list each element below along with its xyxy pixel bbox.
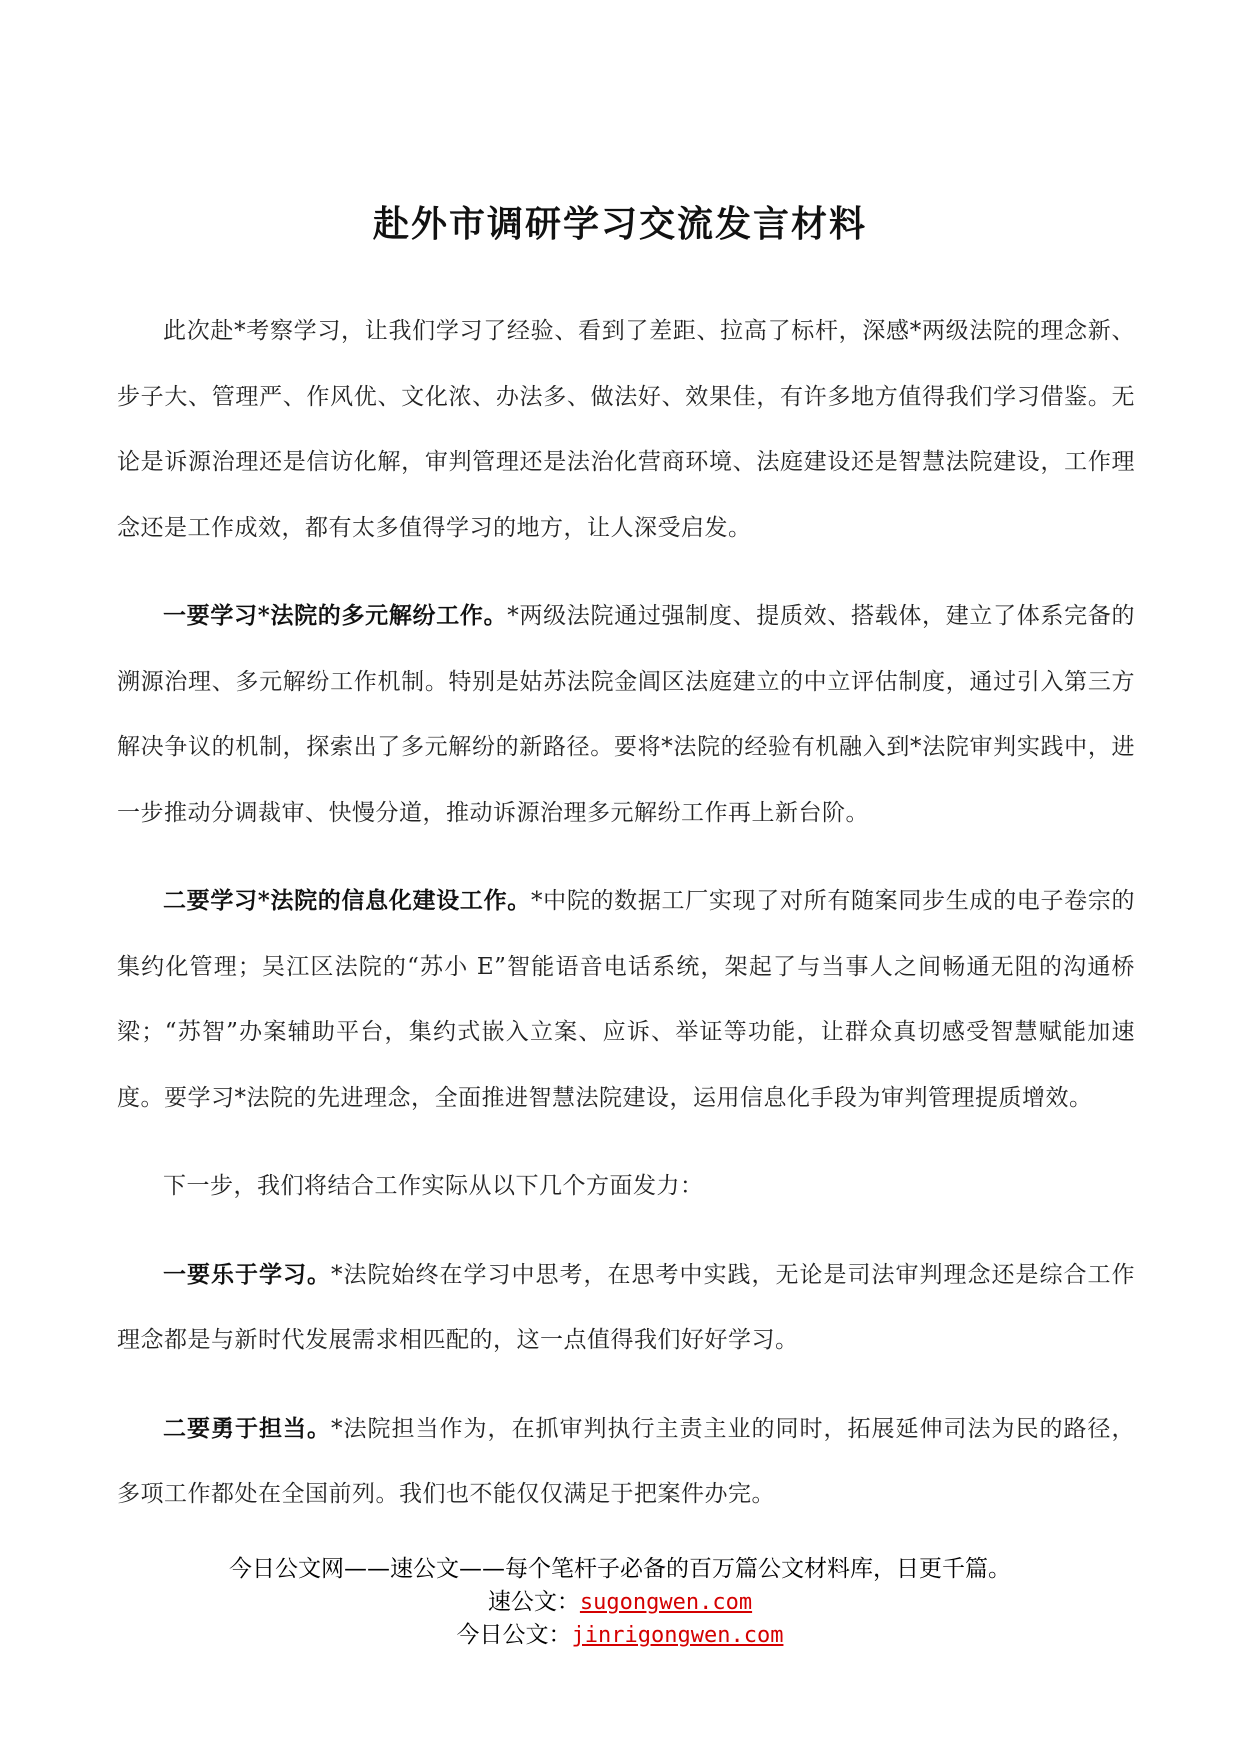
document-title: 赴外市调研学习交流发言材料 <box>372 203 867 245</box>
sugongwen-link[interactable]: sugongwen.com <box>579 1590 753 1615</box>
paragraph-action-1 <box>117 1242 1135 1374</box>
footer-jinrigongwen <box>0 1619 1240 1652</box>
paragraph-text: *两级法院通过强制度、提质效、搭载体，建立了体系完备的溯源治理、多元解纷工作机制。特别是姑苏法院金阊区法庭建立的中立评估制度，通过引入第三方解决争议的机制，探索出了多元解纷的新路径。要将*法院的经验有机融入到*法院审判实践中，进一步推动分调裁审、快慢分道，推动诉源治理多元解纷工作再上新台阶。 <box>117 603 1136 826</box>
paragraph-text: *中院的数据工厂实现了对所有随案同步生成的电子卷宗的集约化管理；吴江区法院的“苏小 E”智能语音电话系统，架起了与当事人之间畅通无阻的沟通桥梁；“苏智”办案辅助平台，集约式嵌入立案、应诉、举证等功能，让群众真切感受智慧赋能加速度。要学习*法院的先进理念，全面推进智慧法院建设，运用信息化手段为审判管理提质增效。 <box>117 888 1136 1111</box>
paragraph-lead: 二要学习*法院的信息化建设工作。 <box>163 887 531 914</box>
paragraph-intro <box>117 298 1135 561</box>
paragraph-point-1 <box>117 583 1135 846</box>
paragraph-text: 此次赴*考察学习，让我们学习了经验、看到了差距、拉高了标杆，深感*两级法院的理念新、步子大、管理严、作风优、文化浓、办法多、做法好、效果佳，有许多地方值得我们学习借鉴。无论是诉源治理还是信访化解，审判管理还是法治化营商环境、法庭建设还是智慧法院建设，工作理念还是工作成效，都有太多值得学习的地方，让人深受启发。 <box>117 318 1135 541</box>
footer-sugongwen-label: 速公文： <box>487 1589 580 1615</box>
paragraph-text: 下一步，我们将结合工作实际从以下几个方面发力： <box>163 1173 704 1199</box>
footer-jinrigongwen-label: 今日公文： <box>456 1622 572 1648</box>
paragraph-lead: 一要乐于学习。 <box>163 1260 331 1288</box>
paragraph-lead: 一要学习*法院的多元解纷工作。 <box>163 602 508 629</box>
paragraph-lead: 二要勇于担当。 <box>163 1414 331 1442</box>
document-body <box>117 298 1135 1550</box>
jinrigongwen-link[interactable]: jinrigongwen.com <box>571 1623 784 1648</box>
footer-sugongwen <box>0 1586 1240 1619</box>
paragraph-action-2 <box>117 1396 1135 1528</box>
paragraph-text: *法院担当作为，在抓审判执行主责主业的同时，拓展延伸司法为民的路径，多项工作都处在全国前列。我们也不能仅仅满足于把案件办完。 <box>117 1415 1135 1507</box>
footer-tagline: 今日公文网——速公文——每个笔杆子必备的百万篇公文材料库，日更千篇。 <box>229 1556 1011 1582</box>
paragraph-text: *法院始终在学习中思考，在思考中实践，无论是司法审判理念还是综合工作理念都是与新时代发展需求相匹配的，这一点值得我们好好学习。 <box>117 1261 1135 1353</box>
footer <box>0 1552 1240 1652</box>
paragraph-next-step <box>117 1153 1135 1220</box>
paragraph-point-2 <box>117 868 1135 1131</box>
